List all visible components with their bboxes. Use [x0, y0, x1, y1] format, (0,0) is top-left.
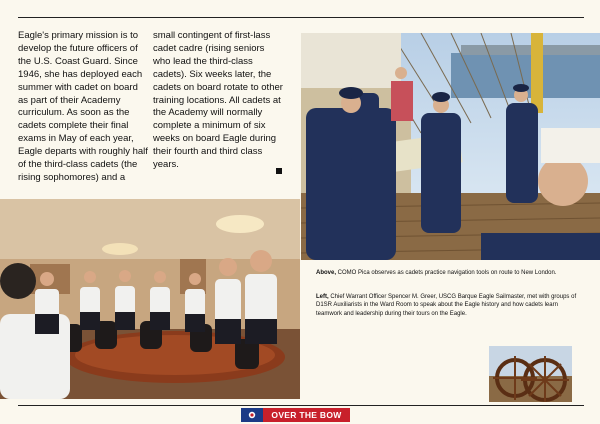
- caption-above-lead: Above,: [316, 270, 337, 276]
- footer-section-title: OVER THE BOW: [271, 410, 342, 420]
- ward-room-illustration: [0, 199, 300, 399]
- caption-above-text: COMO Pica observes as cadets practice navigation tools on route to New London.: [336, 270, 557, 276]
- footer-section-badge: [241, 408, 350, 422]
- coast-guard-flag-icon: [241, 408, 263, 422]
- deck-photo-illustration: [301, 33, 600, 260]
- caption-left-lead: Left,: [316, 294, 329, 300]
- article-column-2: small contingent of first-lass cadet cadre (rising seniors who lead the third-class cadets). Six weeks later, the cadets on board rotate to other training locations. All cadets at the Academy will normally complete a minimum of six weeks on board Eagle during their fourth and third class years.: [153, 30, 283, 171]
- caption-left-text: Chief Warrant Officer Spencer M. Greer, USCG Barque Eagle Sailmaster, met with groups of D1SR Auxiliarists in the Ward Room to speak about the Eagle history and how cadets learn teamwork and leadership during their tours on the Eagle.: [316, 294, 577, 317]
- end-of-article-mark: [276, 168, 282, 174]
- deck-navigation-photo: [301, 33, 600, 260]
- ship-wheel-illustration: [489, 346, 572, 402]
- caption-left: [316, 293, 580, 318]
- caption-above: [316, 269, 580, 277]
- bottom-rule: [18, 405, 584, 406]
- article-column-1: Eagle's primary mission is to develop the future officers of the U.S. Coast Guard. Since 1946, she has deployed each summer with cadet on board as part of their Academy curriculum. As soon as the cadets complete their final exams in May of each year, Eagle departs with roughly half of the third-class cadets (the rising sophomores) and a: [18, 30, 148, 183]
- ward-room-photo: [0, 199, 300, 399]
- top-rule: [18, 17, 584, 18]
- ship-wheel-photo: [489, 346, 572, 402]
